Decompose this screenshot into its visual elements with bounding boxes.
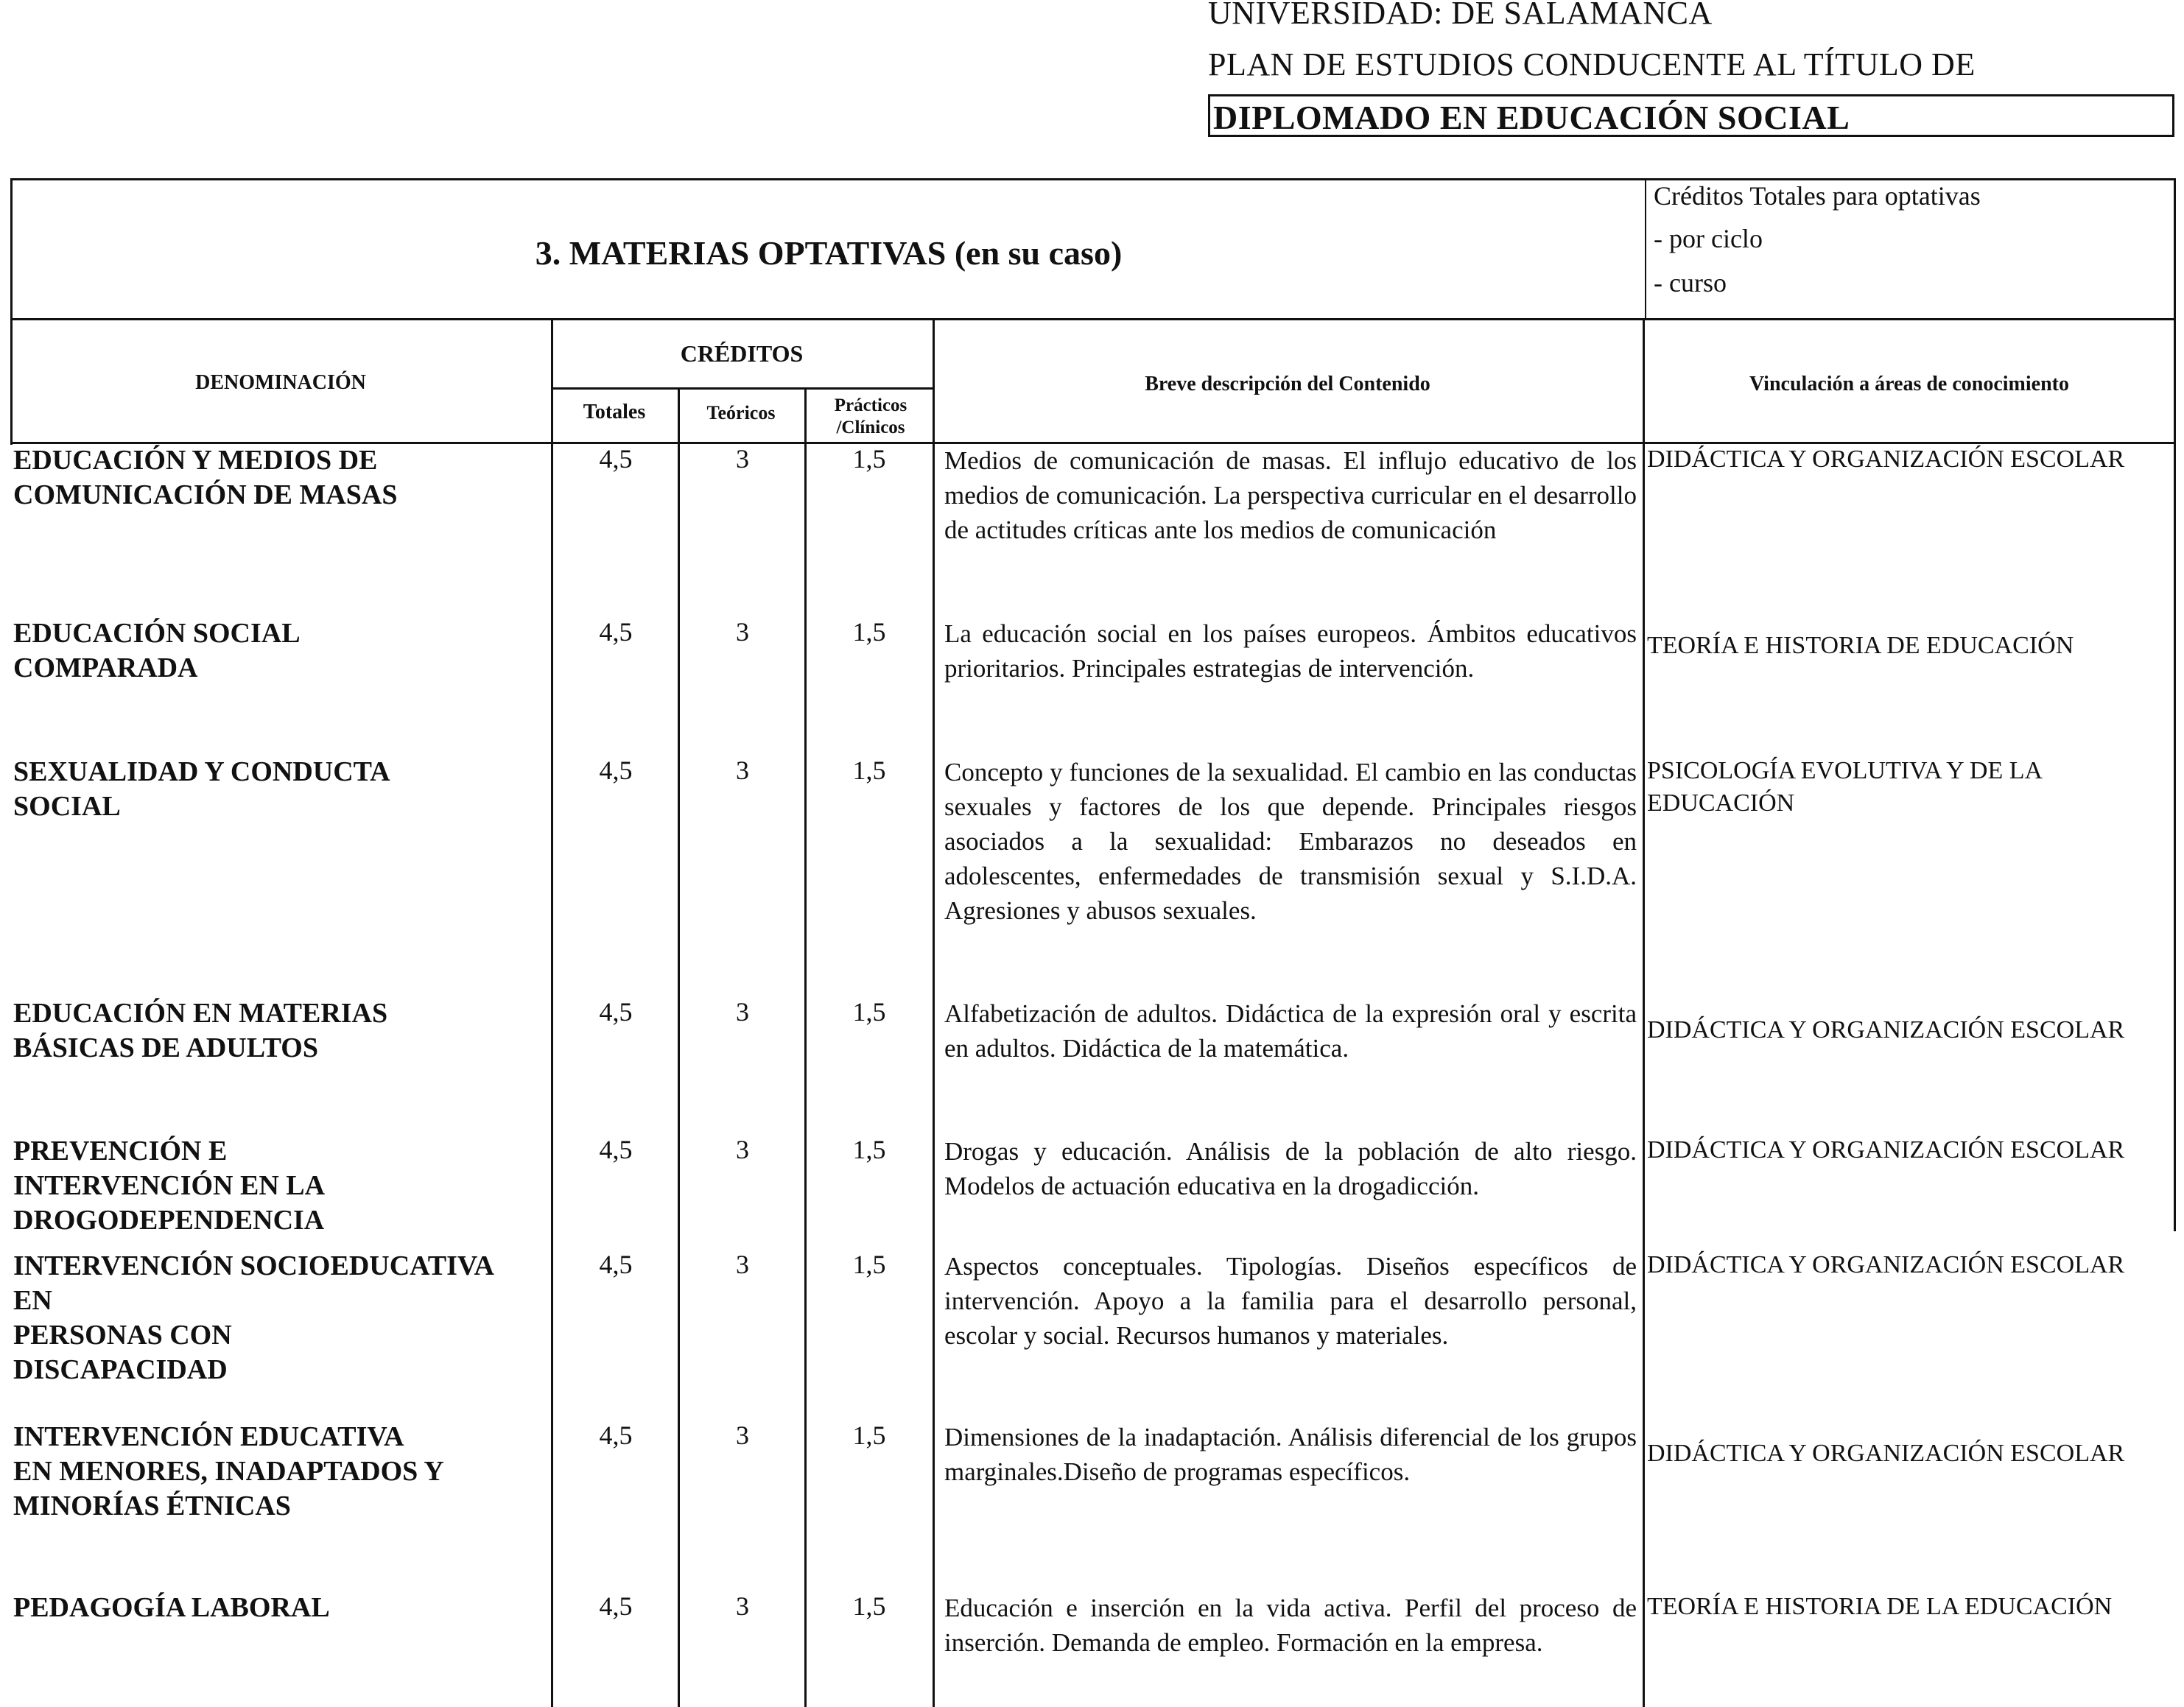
credits-total: 4,5 — [599, 617, 633, 647]
credits-practice: 1,5 — [852, 617, 886, 647]
credits-theory: 3 — [736, 997, 749, 1027]
knowledge-area: PSICOLOGÍA EVOLUTIVA Y DE LA EDUCACIÓN — [1647, 757, 2043, 817]
subjects-table — [10, 318, 2176, 1707]
header-totales: Totales — [583, 401, 646, 423]
col-divider — [933, 318, 935, 1707]
subject-name: EDUCACIÓN Y MEDIOS DE COMUNICACIÓN DE MASAS — [13, 445, 398, 510]
subject-description: Concepto y funciones de la sexualidad. El cambio en las conductas sexuales y factores de los que depende. Principales riesgos asociados a la sexualidad: Embarazos no deseados en adolescentes, enfermedades de transmisión sexual y S.I.D.A. Agresiones y abusos sexuales. — [944, 758, 1637, 925]
knowledge-area: DIDÁCTICA Y ORGANIZACIÓN ESCOLAR — [1647, 446, 2125, 473]
col-divider — [804, 387, 807, 1707]
subject-name: INTERVENCIÓN EDUCATIVA EN MENORES, INADAPTADOS Y MINORÍAS ÉTNICAS — [13, 1421, 444, 1521]
subject-name: SEXUALIDAD Y CONDUCTA SOCIAL — [13, 756, 390, 822]
subject-name: PREVENCIÓN E INTERVENCIÓN EN LA DROGODEPENDENCIA — [13, 1136, 326, 1236]
credits-theory: 3 — [736, 617, 749, 647]
col-divider — [678, 387, 680, 1707]
degree-title: DIPLOMADO EN EDUCACIÓN SOCIAL — [1208, 94, 2174, 137]
subject-description: Aspectos conceptuales. Tipologías. Diseños específicos de intervención. Apoyo a la familia para el desarrollo personal, escolar y social. Recursos humanos y materiales. — [944, 1252, 1637, 1350]
header-vinculacion: Vinculación a áreas de conocimiento — [1749, 373, 2069, 395]
col-divider — [1643, 318, 1645, 1707]
credits-per-course-label: - curso — [1654, 268, 1727, 298]
table-top-border — [10, 318, 2176, 320]
university-name: UNIVERSIDAD: DE SALAMANCA — [1208, 0, 1713, 31]
credits-total: 4,5 — [599, 1591, 633, 1621]
header-practicos: Prácticos /Clínicos — [834, 395, 907, 437]
credits-practice: 1,5 — [852, 1421, 886, 1450]
subject-description: Medios de comunicación de masas. El influjo educativo de los medios de comunicación. La perspectiva curricular en el desarrollo de actitudes críticas ante los medios de comunicación — [944, 446, 1637, 544]
knowledge-area: TEORÍA E HISTORIA DE EDUCACIÓN — [1647, 632, 2074, 659]
credits-per-cycle-label: - por ciclo — [1654, 224, 1763, 253]
credits-total: 4,5 — [599, 1421, 633, 1450]
subject-description: Dimensiones de la inadaptación. Análisis diferencial de los grupos marginales.Diseño de programas específicos. — [944, 1423, 1637, 1486]
credits-total: 4,5 — [599, 756, 633, 785]
col-divider — [551, 318, 553, 1707]
subject-description: La educación social en los países europeos. Ámbitos educativos prioritarios. Principales estrategias de intervención. — [944, 619, 1637, 683]
credits-total: 4,5 — [599, 444, 633, 474]
subject-description: Educación e inserción en la vida activa. Perfil del proceso de inserción. Demanda de empleo. Formación en la empresa. — [944, 1594, 1637, 1657]
credits-theory: 3 — [736, 444, 749, 474]
subject-name: PEDAGOGÍA LABORAL — [13, 1592, 330, 1623]
section-divider — [1645, 180, 1646, 320]
section-header — [10, 178, 2176, 318]
credits-total: 4,5 — [599, 997, 633, 1027]
credits-theory: 3 — [736, 1135, 749, 1164]
credits-theory: 3 — [736, 1250, 749, 1279]
credits-total: 4,5 — [599, 1250, 633, 1279]
knowledge-area: TEORÍA E HISTORIA DE LA EDUCACIÓN — [1647, 1593, 2113, 1620]
credits-theory: 3 — [736, 1591, 749, 1621]
header-creditos: CRÉDITOS — [680, 340, 804, 367]
knowledge-area: DIDÁCTICA Y ORGANIZACIÓN ESCOLAR — [1647, 1440, 2125, 1467]
section-title: 3. MATERIAS OPTATIVAS (en su caso) — [535, 234, 1123, 272]
credits-practice: 1,5 — [852, 1591, 886, 1621]
header-descripcion: Breve descripción del Contenido — [1145, 373, 1430, 395]
subject-name: EDUCACIÓN EN MATERIAS BÁSICAS DE ADULTOS — [13, 998, 388, 1063]
credits-practice: 1,5 — [852, 444, 886, 474]
header-denominacion: DENOMINACIÓN — [195, 371, 366, 394]
header-teoricos: Teóricos — [706, 402, 776, 423]
credits-theory: 3 — [736, 1421, 749, 1450]
credits-practice: 1,5 — [852, 756, 886, 785]
knowledge-area: DIDÁCTICA Y ORGANIZACIÓN ESCOLAR — [1647, 1251, 2125, 1278]
credits-theory: 3 — [736, 756, 749, 785]
knowledge-area: DIDÁCTICA Y ORGANIZACIÓN ESCOLAR — [1647, 1016, 2125, 1043]
credits-practice: 1,5 — [852, 1135, 886, 1164]
credits-practice: 1,5 — [852, 997, 886, 1027]
subject-description: Alfabetización de adultos. Didáctica de la expresión oral y escrita en adultos. Didáctica de la matemática. — [944, 999, 1637, 1063]
credits-practice: 1,5 — [852, 1250, 886, 1279]
credits-total: 4,5 — [599, 1135, 633, 1164]
subject-name: INTERVENCIÓN SOCIOEDUCATIVA EN PERSONAS CON DISCAPACIDAD — [13, 1250, 494, 1385]
credits-subheader-line — [551, 387, 933, 390]
plan-heading: PLAN DE ESTUDIOS CONDUCENTE AL TÍTULO DE — [1208, 46, 1976, 82]
knowledge-area: DIDÁCTICA Y ORGANIZACIÓN ESCOLAR — [1647, 1136, 2125, 1164]
credits-total-label: Créditos Totales para optativas — [1654, 181, 1981, 211]
subject-name: EDUCACIÓN SOCIAL COMPARADA — [13, 618, 301, 683]
subject-description: Drogas y educación. Análisis de la población de alto riesgo. Modelos de actuación educativa en la drogadicción. — [944, 1137, 1637, 1200]
